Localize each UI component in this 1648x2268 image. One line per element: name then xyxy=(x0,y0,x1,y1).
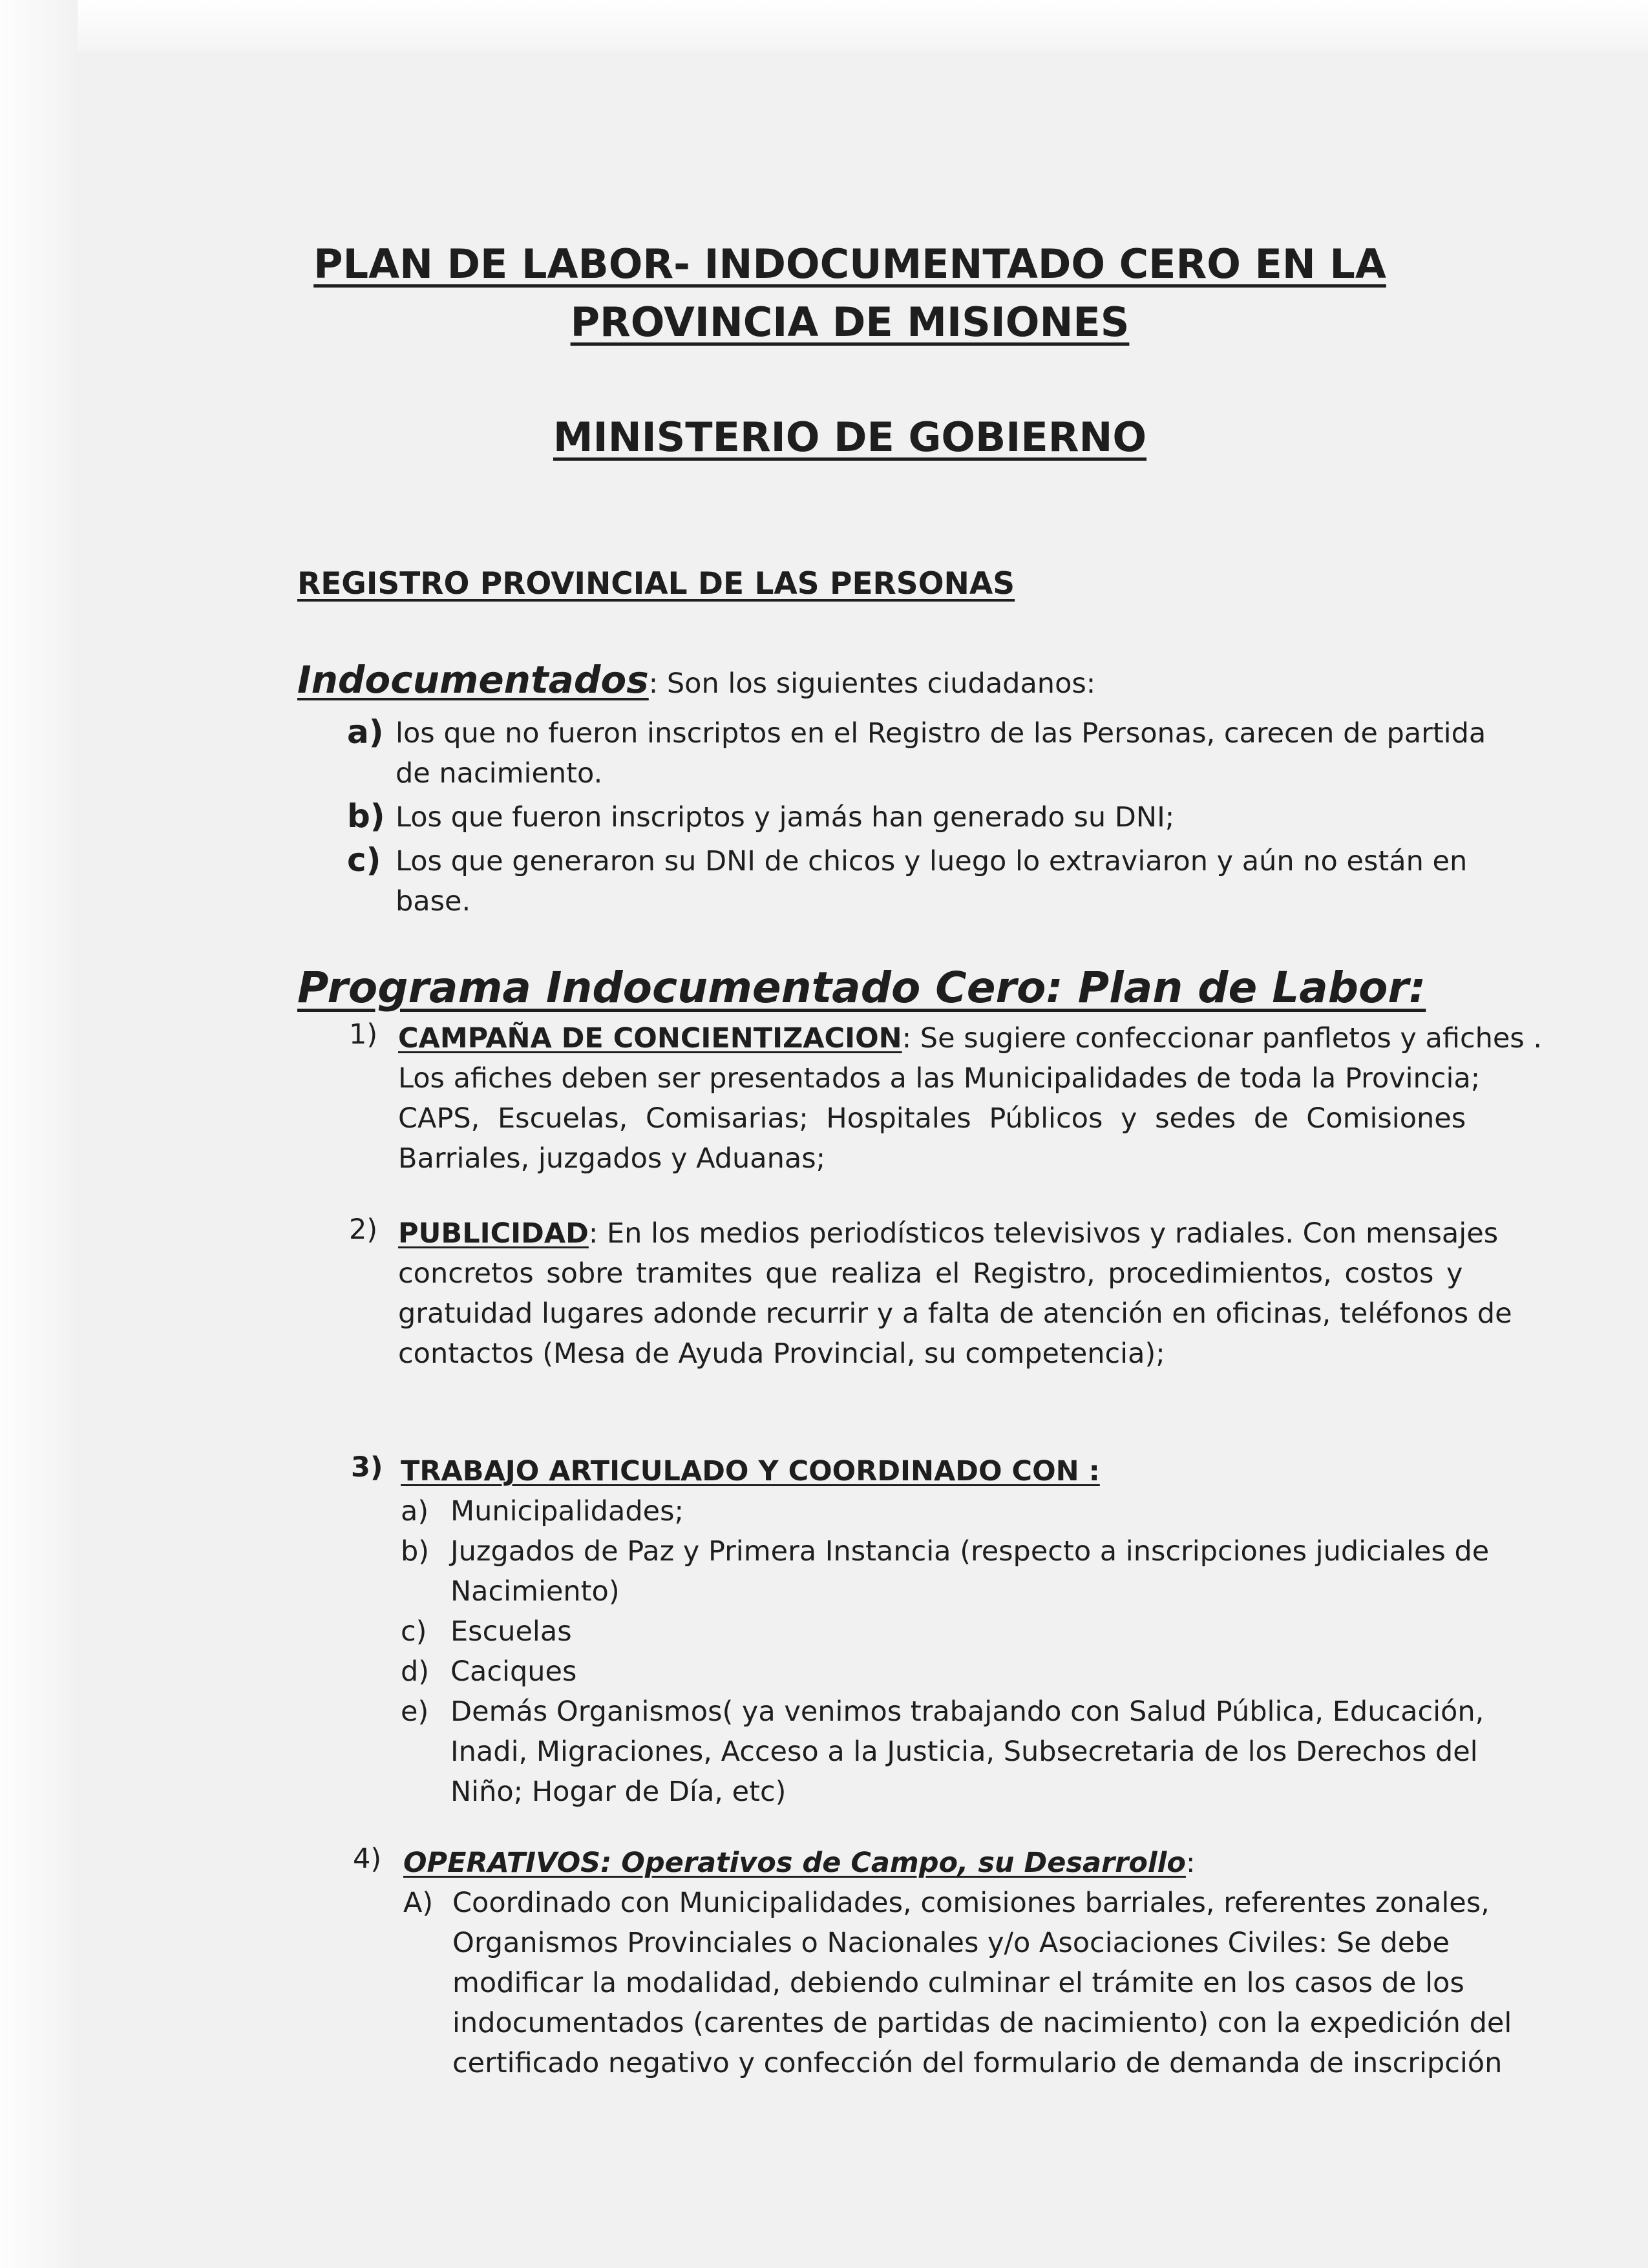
sub-item-line: certificado negativo y confección del formulario de demanda de inscripción xyxy=(452,2047,1503,2079)
plan-item-2-line: gratuidad lugares adonde recurrir y a falta de atención en oficinas, teléfonos de xyxy=(398,1297,1512,1330)
plan-item-1-line: Barriales, juzgados y Aduanas; xyxy=(398,1142,826,1175)
sub-item-line: Caciques xyxy=(450,1655,577,1688)
plan-item-marker: 3) xyxy=(351,1451,383,1484)
list-item-line: Los que generaron su DNI de chicos y luego lo extraviaron y aún no están en xyxy=(396,845,1468,877)
sub-item-marker: d) xyxy=(401,1655,430,1688)
section-heading: REGISTRO PROVINCIAL DE LAS PERSONAS xyxy=(297,566,1015,602)
title-line-2: PROVINCIA DE MISIONES xyxy=(570,299,1130,346)
ministry-title: MINISTERIO DE GOBIERNO xyxy=(553,414,1147,461)
plan-item-marker: 4) xyxy=(353,1843,382,1875)
list-item-line: de nacimiento. xyxy=(396,757,603,790)
list-marker: a) xyxy=(347,713,384,751)
sub-item-marker: e) xyxy=(401,1696,429,1728)
plan-item-4-line xyxy=(403,1843,1195,1883)
plan-item-1-label: CAMPAÑA DE CONCIENTIZACION xyxy=(398,1022,902,1055)
sub-item-line: indocumentados (carentes de partidas de nacimiento) con la expedición del xyxy=(452,2007,1512,2039)
plan-item-1-line xyxy=(398,1018,1542,1058)
plan-item-marker: 1) xyxy=(349,1018,378,1051)
plan-item-1-line: Los afiches deben ser presentados a las Municipalidades de toda la Provincia; xyxy=(398,1062,1481,1095)
programa-heading: Programa Indocumentado Cero: Plan de Labor: xyxy=(297,963,1426,1013)
list-item-line: los que no fueron inscriptos en el Registro de las Personas, carecen de partida xyxy=(396,717,1486,750)
sub-item-line: Municipalidades; xyxy=(450,1495,684,1528)
sub-item-marker: b) xyxy=(401,1535,430,1568)
plan-item-1-line: CAPS, Escuelas, Comisarias; Hospitales Públicos y sedes de Comisiones xyxy=(398,1102,1466,1135)
plan-item-2-line xyxy=(398,1213,1498,1254)
list-item-line: base. xyxy=(396,885,471,918)
sub-item-marker: a) xyxy=(401,1495,429,1528)
list-marker: c) xyxy=(347,841,381,879)
plan-item-marker: 2) xyxy=(349,1213,378,1246)
list-marker: b) xyxy=(347,797,385,835)
plan-item-4-label: OPERATIVOS: Operativos de Campo, su Desarrollo xyxy=(403,1847,1186,1879)
sub-item-line: Nacimiento) xyxy=(450,1575,620,1608)
indocumentados-intro-text: : Son los siguientes ciudadanos: xyxy=(648,667,1096,700)
sub-item-line: Niño; Hogar de Día, etc) xyxy=(450,1776,787,1808)
sub-item-line: Coordinado con Municipalidades, comisiones barriales, referentes zonales, xyxy=(452,1887,1490,1919)
plan-item-4-label-suffix: : xyxy=(1185,1847,1196,1879)
indocumentados-keyword: Indocumentados xyxy=(297,658,649,702)
plan-item-2-text: : En los medios periodísticos televisivos y radiales. Con mensajes xyxy=(588,1217,1499,1250)
plan-item-2-line: contactos (Mesa de Ayuda Provincial, su competencia); xyxy=(398,1338,1165,1370)
sub-item-line: Inadi, Migraciones, Acceso a la Justicia, Subsecretaria de los Derechos del xyxy=(450,1736,1478,1768)
sub-item-line: Escuelas xyxy=(450,1615,572,1648)
plan-item-1-text: : Se sugiere confeccionar panfletos y afiches . xyxy=(902,1022,1543,1055)
title-line-1: PLAN DE LABOR- INDOCUMENTADO CERO EN LA xyxy=(313,240,1386,288)
plan-item-2-label: PUBLICIDAD xyxy=(398,1217,589,1250)
sub-item-line: Juzgados de Paz y Primera Instancia (respecto a inscripciones judiciales de xyxy=(450,1535,1490,1568)
sub-item-marker: A) xyxy=(403,1887,434,1919)
indocumentados-intro xyxy=(297,658,1095,702)
sub-item-line: modificar la modalidad, debiendo culminar el trámite en los casos de los xyxy=(452,1967,1464,1999)
sub-item-marker: c) xyxy=(401,1615,427,1648)
plan-item-3-label: TRABAJO ARTICULADO Y COORDINADO CON : xyxy=(401,1455,1100,1487)
plan-item-2-line: concretos sobre tramites que realiza el Registro, procedimientos, costos y xyxy=(398,1257,1463,1290)
list-item-line: Los que fueron inscriptos y jamás han generado su DNI; xyxy=(396,801,1175,834)
sub-item-line: Demás Organismos( ya venimos trabajando con Salud Pública, Educación, xyxy=(450,1696,1484,1728)
sub-item-line: Organismos Provinciales o Nacionales y/o Asociaciones Civiles: Se debe xyxy=(452,1927,1450,1959)
